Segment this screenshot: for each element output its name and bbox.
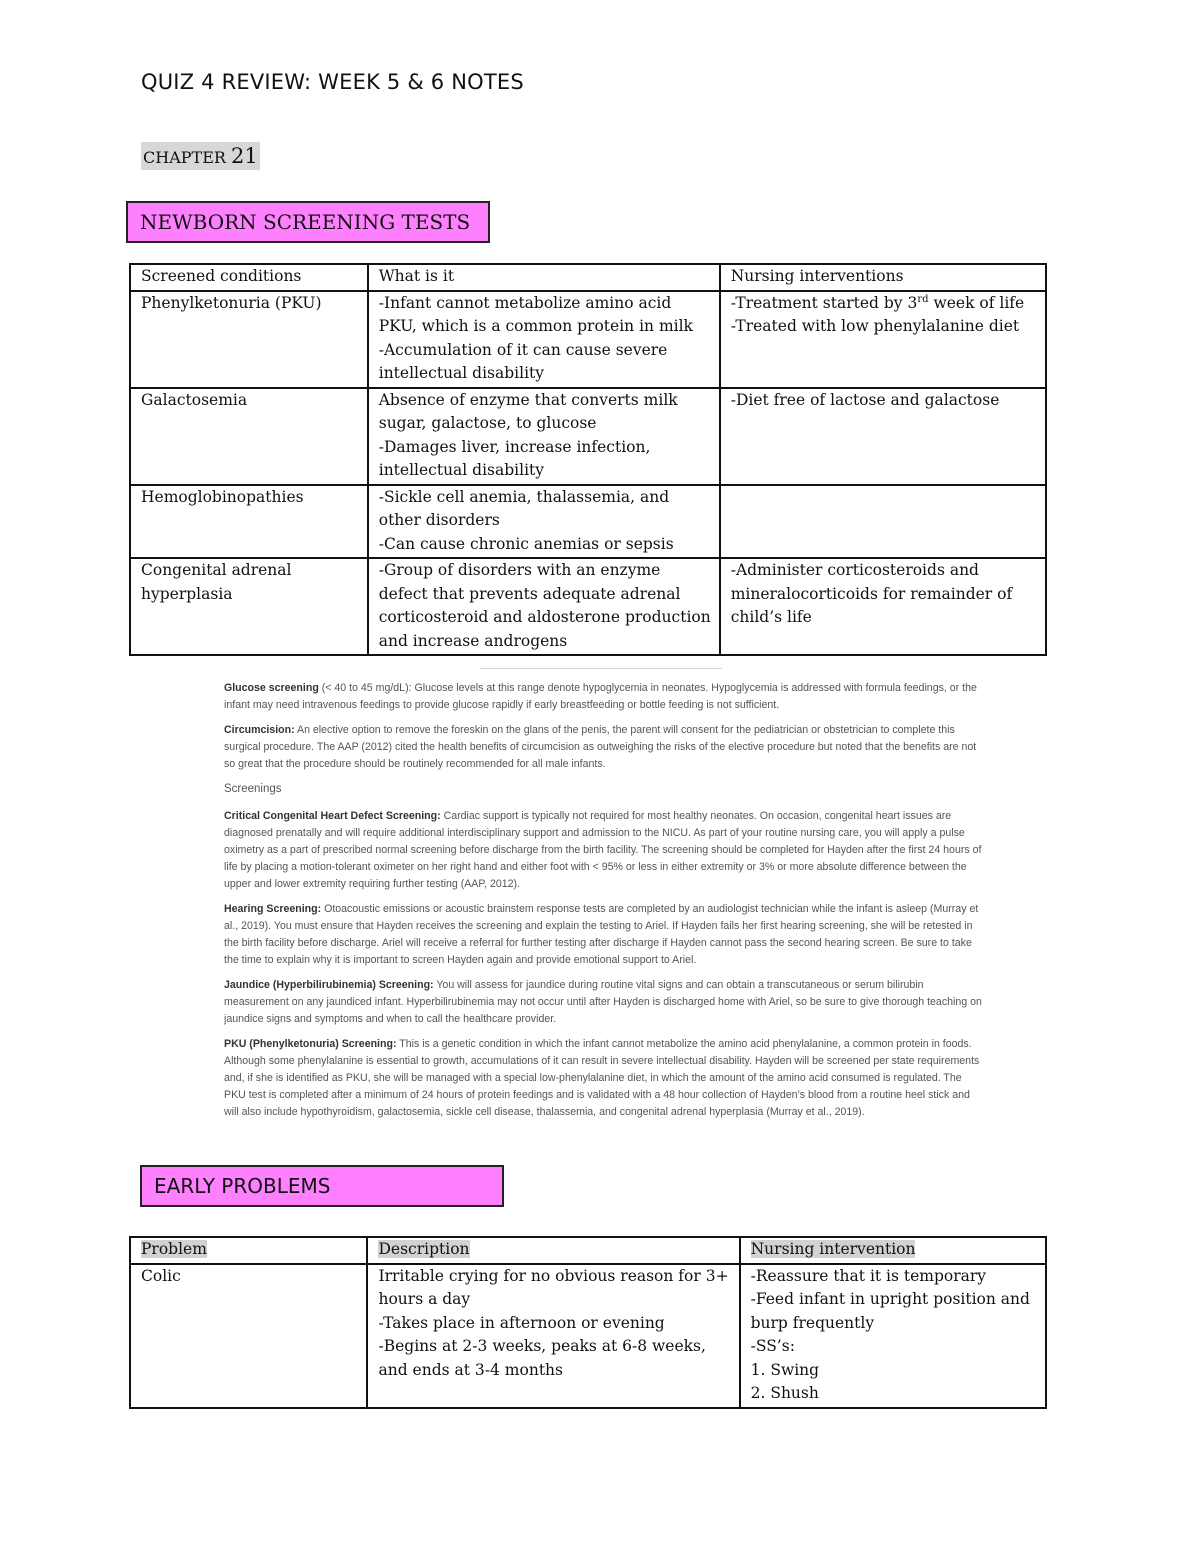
circumcision-paragraph [224, 722, 984, 773]
paragraph-text: Cardiac support is typically not required for most healthy neonates. On occasion, congenital heart issues are diagnosed prenatally and will require additional interdisciplinary support and admission to the NICU. As part of your routine nursing care, you will apply a pulse oximetry as a part of prescribed normal screening before discharge from the birth facility. The screening should be completed for Hayden after the first 24 hours of life by placing a motion-tolerant oximeter on her right hand and either foot with < 95% or less in either extremity or 3% or more absolute difference between the upper and lower extremity requiring further testing (AAP, 2012). [224, 810, 982, 890]
cell-line: -Diet free of lactose and galactose [730, 390, 1000, 409]
cell-line: -Can cause chronic anemias or sepsis [378, 534, 674, 553]
cell-line: Absence of enzyme that converts milk sugar, galactose, to glucose [378, 390, 678, 432]
term: Hearing Screening: [224, 903, 322, 915]
paragraph-text: You will assess for jaundice during routine vital signs and can obtain a transcutaneous or serum bilirubin measurement on any jaundiced infant. Hyperbilirubinemia may not occur until after Hayden is discharged home with Ariel, so be sure to give thorough teaching on jaundice signs and symptoms and when to call the healthcare provider. [224, 979, 982, 1025]
cell-line: -Accumulation of it can cause severe intellectual disability [378, 340, 668, 382]
term: Critical Congenital Heart Defect Screening: [224, 810, 441, 822]
header-text: Nursing intervention [750, 1240, 916, 1258]
term: Circumcision: [224, 724, 295, 736]
header-text: Description [378, 1240, 470, 1258]
chapter-word: CHAPTER [143, 148, 226, 167]
cell-line: Irritable crying for no obvious reason for 3+ hours a day [378, 1266, 729, 1308]
condition-cell: Galactosemia [130, 388, 368, 485]
cell-line: -Sickle cell anemia, thalassemia, and other disorders [378, 487, 670, 529]
table-header-row [130, 264, 1046, 291]
header-cell [367, 1237, 739, 1264]
pku-paragraph [224, 1036, 984, 1121]
paragraph-text: Otoacoustic emissions or acoustic brainstem response tests are completed by an audiologist technician while the infant is asleep (Murray et al., 2019). You must ensure that Hayden receives the screening and explain the testing to Ariel. If Hayden fails her first hearing screening, she will be retested in the birth facility before discharge. Ariel will receive a referral for further testing after discharge if Hayden cannot pass the second hearing screen. Be sure to take the time to explain why it is important to screen Hayden again and provide emotional support to Ariel. [224, 903, 979, 966]
header-cell: Nursing interventions [720, 264, 1046, 291]
cell-line: -Treatment started by 3rd week of life [730, 293, 1025, 312]
divider [480, 668, 722, 669]
nursing-cell [720, 388, 1046, 485]
glucose-paragraph [224, 680, 984, 714]
header-cell [740, 1237, 1046, 1264]
paragraph-text: An elective option to remove the foreskin on the glans of the penis, the parent will consent for the pediatrician or obstetrician to complete this surgical procedure. The AAP (2012) cited the health benefits of circumcision as outweighing the risks of the elective procedure but noted that the benefits are not so great that the procedure should be routinely recommended for all male infants. [224, 724, 977, 770]
cell-line: 1. Swing [750, 1360, 820, 1379]
header-cell: What is it [368, 264, 720, 291]
term: Glucose screening [224, 682, 319, 694]
table-row [130, 388, 1046, 485]
term: PKU (Phenylketonuria) Screening: [224, 1038, 397, 1050]
table-row [130, 558, 1046, 655]
table-header-row [130, 1237, 1046, 1264]
header-text: Problem [141, 1240, 207, 1258]
screenings-subheading: Screenings [224, 783, 282, 795]
newborn-screening-heading: NEWBORN SCREENING TESTS [126, 201, 490, 243]
condition-cell: Congenital adrenal hyperplasia [130, 558, 368, 655]
document-title: QUIZ 4 REVIEW: WEEK 5 & 6 NOTES [141, 70, 524, 94]
early-problems-heading: EARLY PROBLEMS [140, 1165, 504, 1207]
table-row [130, 1264, 1046, 1408]
chapter-number: 21 [231, 144, 258, 168]
paragraph-text: (< 40 to 45 mg/dL): Glucose levels at this range denote hypoglycemia in neonates. Hypoglycemia is addressed with formula feedings, or the infant may need intravenous feedings to provide glucose rapidly if early breastfeeding or bottle feeding is not sufficient. [224, 682, 977, 711]
cell-line: -SS’s: [750, 1337, 795, 1355]
cell-line: -Infant cannot metabolize amino acid PKU, which is a common protein in milk [378, 293, 693, 335]
header-cell: Screened conditions [130, 264, 368, 291]
what-cell [368, 485, 720, 559]
cell-line: -Takes place in afternoon or evening [378, 1313, 665, 1332]
cell-line: -Reassure that it is temporary [750, 1266, 987, 1285]
what-cell [368, 291, 720, 388]
cell-line: -Administer corticosteroids and mineralocorticoids for remainder of child’s life [730, 561, 1013, 626]
cchd-paragraph [224, 808, 984, 893]
what-cell [368, 388, 720, 485]
jaundice-paragraph [224, 977, 984, 1028]
hearing-paragraph [224, 901, 984, 969]
nursing-cell [740, 1264, 1046, 1408]
problem-cell: Colic [130, 1264, 367, 1408]
nursing-cell [720, 485, 1046, 559]
cell-line: -Begins at 2-3 weeks, peaks at 6-8 weeks, and ends at 3-4 months [378, 1337, 706, 1379]
embedded-screenshot-excerpt [224, 668, 984, 1129]
description-cell [367, 1264, 739, 1408]
condition-cell: Phenylketonuria (PKU) [130, 291, 368, 388]
newborn-screening-table [129, 263, 1047, 656]
cell-line: -Group of disorders with an enzyme defect that prevents adequate adrenal corticosteroid and aldosterone production and increase androgens [378, 561, 711, 650]
table-row [130, 291, 1046, 388]
cell-line: -Treated with low phenylalanine diet [730, 317, 1020, 335]
cell-line: -Damages liver, increase infection, intellectual disability [378, 437, 651, 479]
chapter-label [141, 142, 260, 170]
cell-line: -Feed infant in upright position and burp frequently [750, 1290, 1030, 1332]
what-cell [368, 558, 720, 655]
nursing-cell [720, 291, 1046, 388]
header-cell [130, 1237, 367, 1264]
nursing-cell [720, 558, 1046, 655]
term: Jaundice (Hyperbilirubinemia) Screening: [224, 979, 434, 991]
table-row [130, 485, 1046, 559]
early-problems-table [129, 1236, 1047, 1409]
cell-line: 2. Shush [750, 1384, 819, 1402]
condition-cell: Hemoglobinopathies [130, 485, 368, 559]
paragraph-text: This is a genetic condition in which the infant cannot metabolize the amino acid phenylalanine, a common protein in foods. Although some phenylalanine is essential to growth, accumulations of it can result in severe intellectual disability. Hayden will be screened per state requirements and, if she is identified as PKU, she will be managed with a special low-phenylalanine diet, in which the amount of the amino acid consumed is regulated. The PKU test is completed after a minimum of 24 hours of protein feedings and is validated with a 48 hour collection of Hayden’s blood from a routine heel stick and will also include hypothyroidism, galactosemia, sickle cell disease, thalassemia, and congenital adrenal hyperplasia (Murray et al., 2019). [224, 1038, 980, 1118]
